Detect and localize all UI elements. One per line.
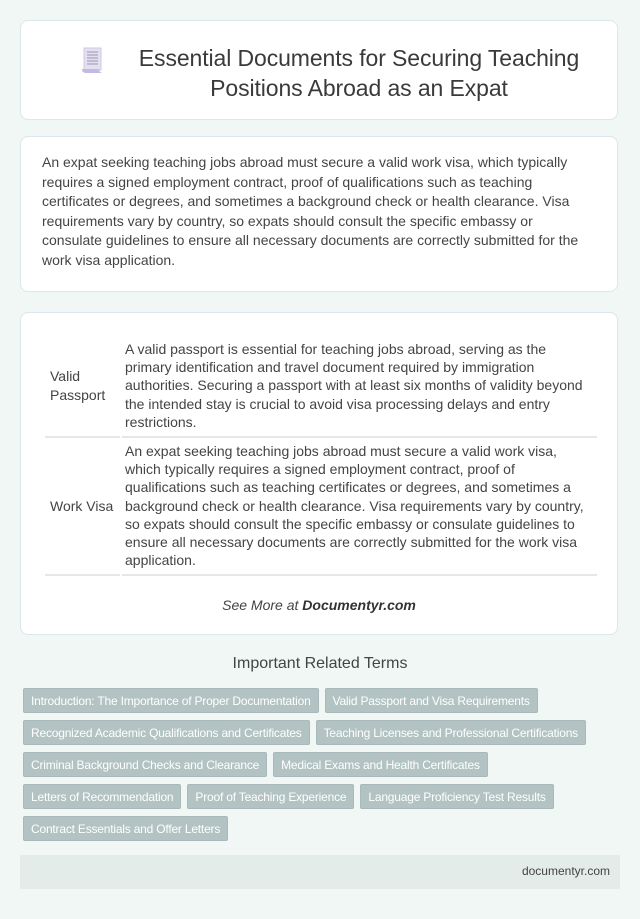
see-more-prefix: See More at xyxy=(222,597,303,613)
term-cell: Valid Passport xyxy=(45,336,120,438)
see-more-link[interactable]: Documentyr.com xyxy=(302,597,416,613)
table-row xyxy=(45,438,597,576)
related-term-tag[interactable]: Proof of Teaching Experience xyxy=(187,784,354,809)
documents-table xyxy=(43,336,599,576)
related-terms-list xyxy=(23,688,623,841)
related-term-tag[interactable]: Valid Passport and Visa Requirements xyxy=(325,688,538,713)
related-term-tag[interactable]: Letters of Recommendation xyxy=(23,784,181,809)
page-title: Essential Documents for Securing Teaching Positions Abroad as an Expat xyxy=(138,45,580,101)
summary-text: An expat seeking teaching jobs abroad must secure a valid work visa, which typically requires a signed employment contract, proof of qualifications such as teaching certificates or degrees, and sometimes a background check or health clearance. Visa requirements vary by country, so expats should consult the specific embassy or consulate guidelines to ensure all necessary documents are correctly submitted for the work visa application. xyxy=(42,154,579,268)
related-term-tag[interactable]: Contract Essentials and Offer Letters xyxy=(23,816,228,841)
title-wrap xyxy=(81,43,587,103)
footer xyxy=(20,855,620,889)
related-term-tag[interactable]: Teaching Licenses and Professional Certifications xyxy=(316,720,586,745)
related-term-tag[interactable]: Language Proficiency Test Results xyxy=(360,784,553,809)
related-term-tag[interactable]: Introduction: The Importance of Proper Documentation xyxy=(23,688,319,713)
summary-card xyxy=(20,136,618,292)
header-card xyxy=(20,20,618,120)
description-cell: A valid passport is essential for teaching jobs abroad, serving as the primary identification and travel document required by immigration authorities. Securing a passport with at least six months of validity beyond the intended stay is crucial to avoid visa processing delays and entry restrictions. xyxy=(122,336,597,438)
footer-site[interactable]: documentyr.com xyxy=(521,864,610,878)
table-row xyxy=(45,336,597,438)
description-cell: An expat seeking teaching jobs abroad must secure a valid work visa, which typically requires a signed employment contract, proof of qualifications such as teaching certificates or degrees, and sometimes a background check or health clearance. Visa requirements vary by country, so expats should consult the specific embassy or consulate guidelines to ensure all necessary documents are correctly submitted for the work visa application. xyxy=(122,438,597,576)
related-term-tag[interactable]: Recognized Academic Qualifications and Certificates xyxy=(23,720,310,745)
document-scroll-icon xyxy=(81,47,105,75)
related-term-tag[interactable]: Criminal Background Checks and Clearance xyxy=(23,752,267,777)
documents-table-card xyxy=(20,312,618,635)
term-cell: Work Visa xyxy=(45,438,120,576)
related-terms-title: Important Related Terms xyxy=(232,655,408,672)
see-more xyxy=(21,597,617,613)
related-term-tag[interactable]: Medical Exams and Health Certificates xyxy=(273,752,488,777)
